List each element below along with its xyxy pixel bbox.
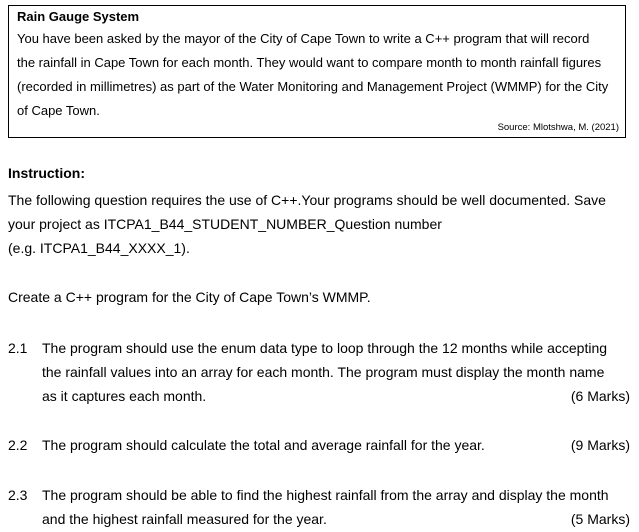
question-number: 2.1: [8, 340, 28, 356]
question-text: [42, 483, 630, 531]
question-2-1: [8, 336, 630, 408]
instruction-line: (e.g. ITCPA1_B44_XXXX_1).: [8, 240, 190, 256]
instruction-heading: Instruction:: [8, 165, 85, 181]
case-study-line: You have been asked by the mayor of the City of Cape Town to write a C++ program that will record: [17, 31, 590, 46]
question-number: 2.3: [8, 487, 28, 503]
instruction-line: The following question requires the use of C++.Your programs should be well documented. Save: [8, 192, 606, 208]
case-study-body: [17, 27, 617, 123]
question-text: [42, 336, 630, 408]
question-line: and the highest rainfall measured for the year.: [42, 511, 327, 527]
question-line: the rainfall values into an array for each month. The program must display the month name: [42, 364, 605, 380]
question-line: as it captures each month.: [42, 388, 207, 404]
case-study-line: (recorded in millimetres) as part of the Water Monitoring and Management Project (WMMP) for the City: [17, 79, 609, 94]
case-study-title: Rain Gauge System: [17, 9, 140, 24]
case-study-line: of Cape Town.: [17, 103, 100, 118]
question-text: [42, 433, 630, 457]
question-line: The program should use the enum data type to loop through the 12 months while accepting: [42, 340, 608, 356]
question-marks: (9 Marks): [570, 437, 630, 453]
question-number: 2.2: [8, 437, 28, 453]
question-marks: (5 Marks): [570, 511, 630, 527]
question-line: The program should be able to find the highest rainfall from the array and display the month: [42, 487, 609, 503]
question-marks: (6 Marks): [570, 388, 630, 404]
question-line: The program should calculate the total and average rainfall for the year.: [42, 437, 485, 453]
instruction-line: your project as ITCPA1_B44_STUDENT_NUMBER_Question number: [8, 216, 442, 232]
question-2-3: [8, 483, 630, 531]
create-program-text: Create a C++ program for the City of Cape Town’s WMMP.: [8, 289, 371, 305]
source-citation: Source: Mlotshwa, M. (2021): [497, 122, 619, 133]
case-study-line: the rainfall in Cape Town for each month. They would want to compare month to month rainfall figures: [17, 55, 602, 70]
instruction-body: [8, 188, 633, 260]
case-study-box: [8, 5, 626, 138]
question-2-2: [8, 433, 630, 457]
instruction-section: [8, 164, 633, 260]
